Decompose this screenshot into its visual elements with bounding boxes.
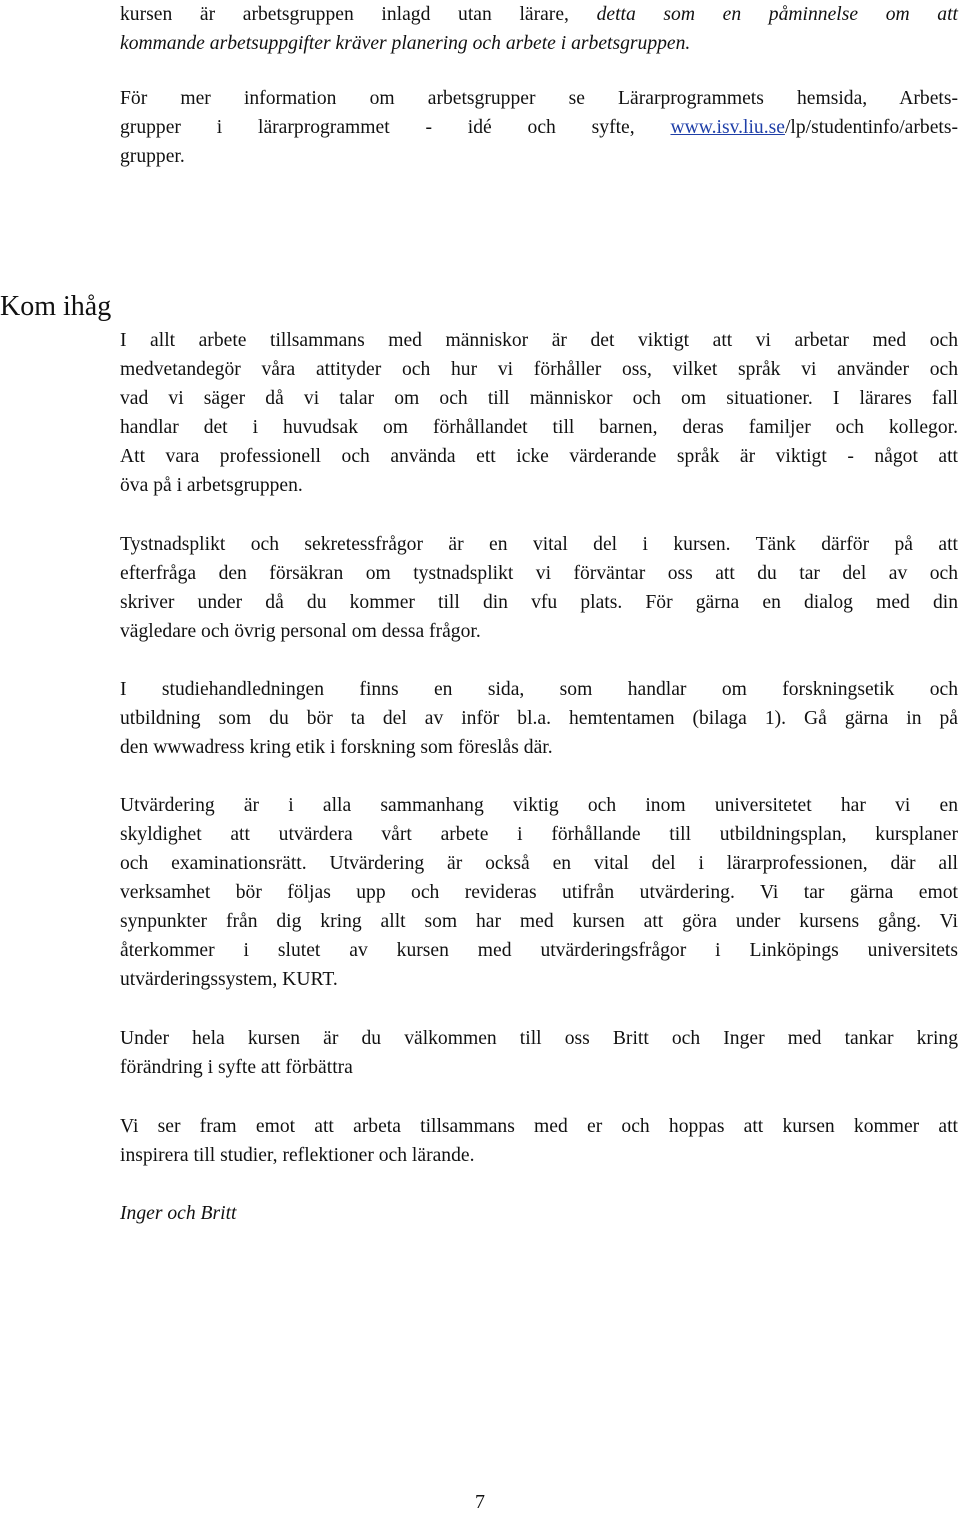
intro-line-1-italic: detta som en påminnelse om att: [596, 4, 958, 25]
paragraph-line: medvetandegör våra attityder och hur vi förhåller oss, vilket språk vi använder och: [120, 359, 958, 380]
paragraph-line: den wwwadress kring etik i forskning som föreslås där.: [120, 737, 553, 758]
signature: [120, 1199, 958, 1228]
info-paragraph: [120, 84, 958, 171]
paragraph-research-ethics: [120, 675, 958, 762]
paragraph-closing: [120, 1112, 958, 1170]
paragraph-confidentiality: [120, 530, 958, 646]
paragraph-line: I allt arbete tillsammans med människor är det viktigt att vi arbetar med och: [120, 330, 958, 351]
paragraph-line: synpunkter från dig kring allt som har med kursen att göra under kursens gång. Vi: [120, 911, 958, 932]
paragraph-line: Vi ser fram emot att arbeta tillsammans med er och hoppas att kursen kommer att: [120, 1116, 958, 1137]
paragraph-line: återkommer i slutet av kursen med utvärderingsfrågor i Linköpings universitets: [120, 940, 958, 961]
info-line-2-prefix: grupper i lärarprogrammet - idé och syfte,: [120, 117, 671, 138]
info-line-2-suffix: /lp/studentinfo/arbets-: [784, 117, 958, 138]
paragraph-line: skyldighet att utvärdera vårt arbete i förhållande till utbildningsplan, kursplaner: [120, 824, 958, 845]
page-number: 7: [475, 1491, 485, 1513]
paragraph-line: utvärderingssystem, KURT.: [120, 969, 338, 990]
intro-continuation-paragraph: [120, 0, 958, 58]
paragraph-line: förändring i syfte att förbättra: [120, 1057, 353, 1078]
paragraph-line: Att vara professionell och använda ett icke värderande språk är viktigt - något att: [120, 446, 958, 467]
info-line-1: För mer information om arbetsgrupper se Lärarprogrammets hemsida, Arbets-: [120, 88, 958, 109]
section-heading-kom-ihag: Kom ihåg: [0, 291, 112, 322]
paragraph-line: vad vi säger då vi talar om och till människor och om situationer. I lärares fall: [120, 388, 958, 409]
info-line-2: [120, 113, 958, 142]
intro-line-1-text: kursen är arbetsgruppen inlagd utan lärare,: [120, 4, 597, 25]
isv-website-link[interactable]: www.isv.liu.se: [670, 117, 785, 138]
paragraph-line: utbildning som du bör ta del av inför bl.a. hemtentamen (bilaga 1). Gå gärna in på: [120, 708, 958, 729]
paragraph-line: I studiehandledningen finns en sida, som handlar om forskningsetik och: [120, 679, 958, 700]
paragraph-line: och examinationsrätt. Utvärdering är också en vital del i lärarprofessionen, där all: [120, 853, 958, 874]
paragraph-line: skriver under då du kommer till din vfu plats. För gärna en dialog med din: [120, 592, 958, 613]
paragraph-evaluation: [120, 791, 958, 994]
paragraph-line: vägledare och övrig personal om dessa frågor.: [120, 621, 481, 642]
paragraph-line: öva på i arbetsgruppen.: [120, 475, 303, 496]
intro-line-1: [120, 0, 958, 29]
paragraph-welcome: [120, 1024, 958, 1082]
paragraph-line: Under hela kursen är du välkommen till oss Britt och Inger med tankar kring: [120, 1028, 958, 1049]
paragraph-line: Utvärdering är i alla sammanhang viktig och inom universitetet har vi en: [120, 795, 958, 816]
paragraph-line: inspirera till studier, reflektioner och lärande.: [120, 1145, 475, 1166]
paragraph-line: Tystnadsplikt och sekretessfrågor är en vital del i kursen. Tänk därför på att: [120, 534, 958, 555]
paragraph-line: efterfråga den försäkran om tystnadsplikt vi förväntar oss att du tar del av och: [120, 563, 958, 584]
info-line-3: grupper.: [120, 146, 185, 167]
signature-text: Inger och Britt: [120, 1203, 237, 1224]
paragraph-line: verksamhet bör följas upp och revideras utifrån utvärdering. Vi tar gärna emot: [120, 882, 958, 903]
paragraph-attitudes: [120, 326, 958, 500]
intro-line-2: kommande arbetsuppgifter kräver planering och arbete i arbetsgruppen.: [120, 33, 691, 54]
paragraph-line: handlar det i huvudsak om förhållandet till barnen, deras familjer och kollegor.: [120, 417, 958, 438]
